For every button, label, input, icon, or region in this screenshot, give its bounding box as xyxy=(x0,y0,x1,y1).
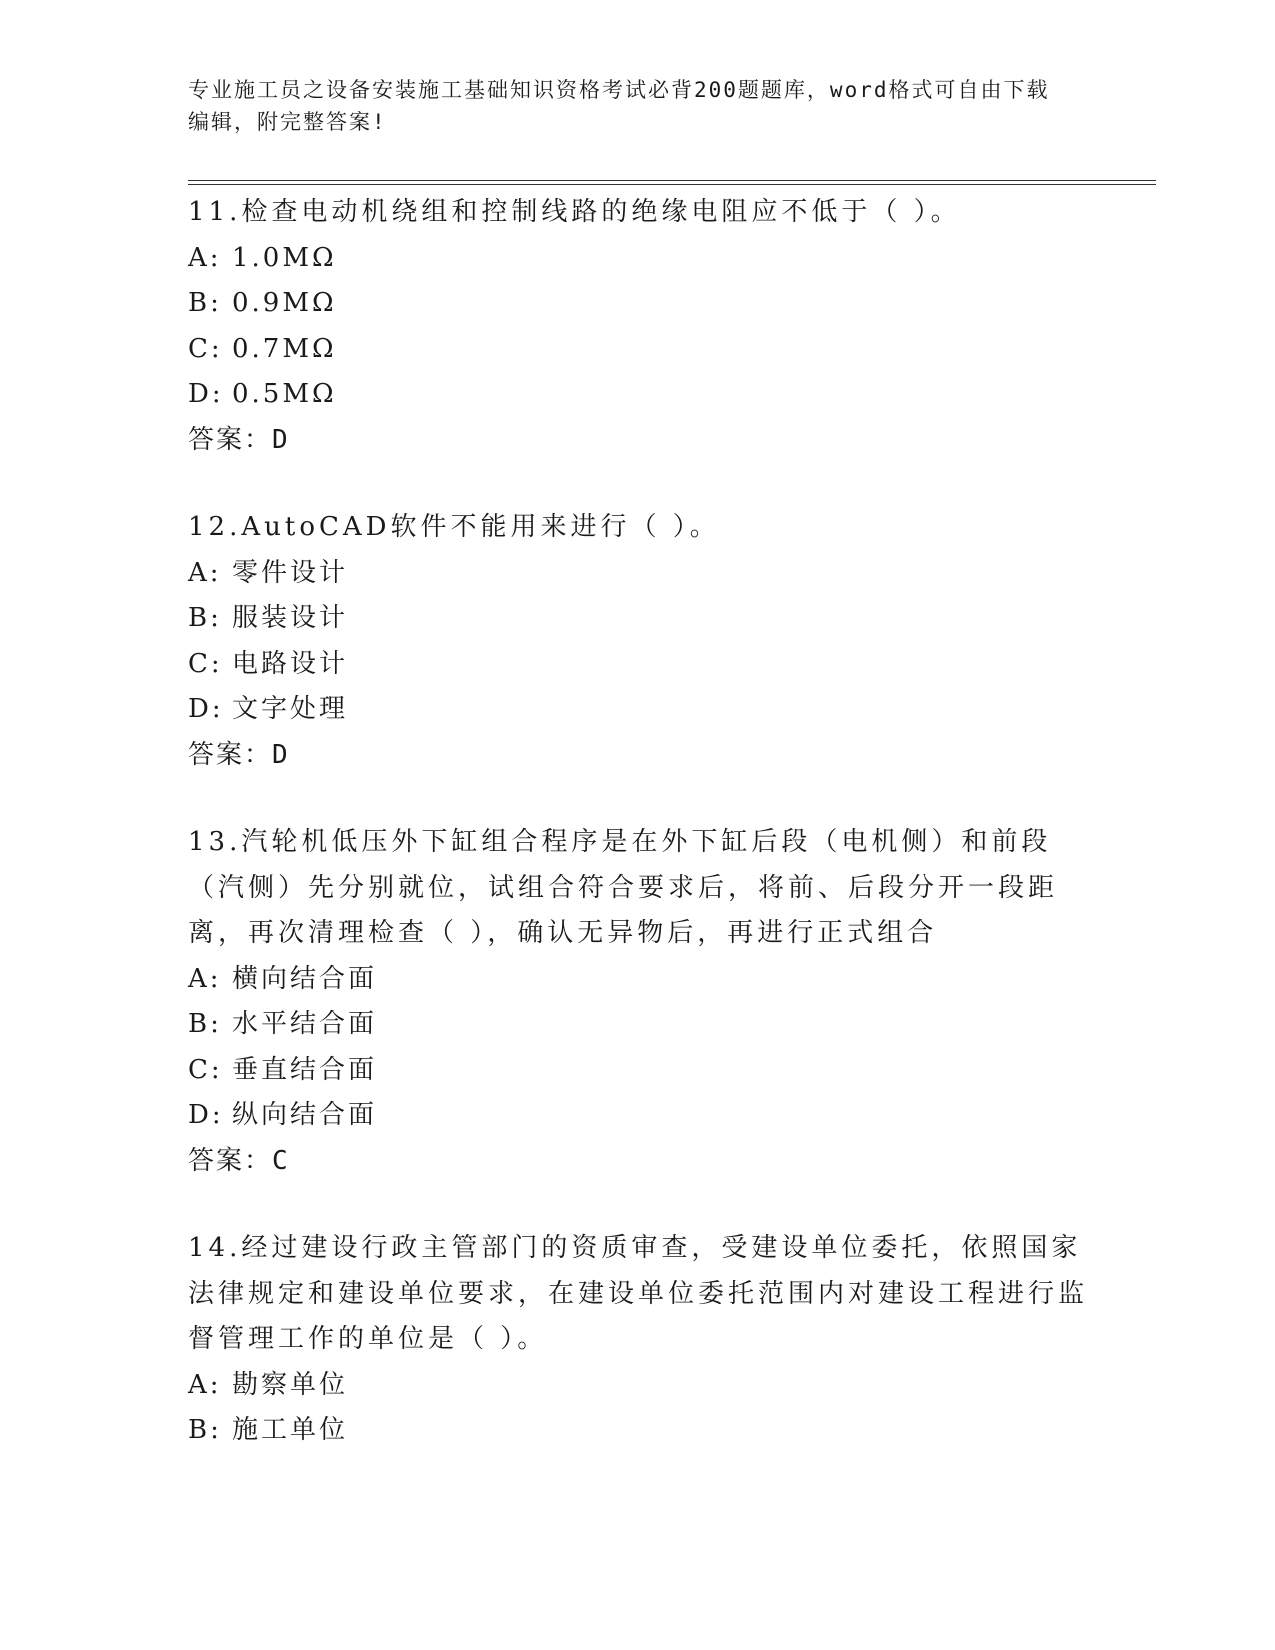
option-c xyxy=(188,327,1088,373)
question-list xyxy=(188,190,1088,1496)
option-b xyxy=(188,596,1088,642)
option-b xyxy=(188,281,1088,327)
option-d xyxy=(188,687,1088,733)
option-a xyxy=(188,551,1088,597)
question-stem: 12.AutoCAD软件不能用来进行（ ）。 xyxy=(188,512,720,542)
option-text: 施工单位 xyxy=(232,1415,349,1445)
option-key: C: xyxy=(188,648,223,679)
option-c xyxy=(188,1048,1088,1094)
option-key: D: xyxy=(188,379,224,409)
option-a xyxy=(188,236,1088,282)
header-divider xyxy=(188,180,1156,185)
answer-line: 答案：D xyxy=(188,739,290,770)
option-text: 勘察单位 xyxy=(232,1369,349,1400)
option-text: 垂直结合面 xyxy=(232,1054,378,1085)
question-item xyxy=(188,505,1088,778)
option-c xyxy=(188,642,1088,688)
option-key: C: xyxy=(188,333,223,364)
option-d xyxy=(188,1093,1088,1139)
question-item xyxy=(188,820,1088,1184)
question-stem: 14.经过建设行政主管部门的资质审查，受建设单位委托，依照国家法律规定和建设单位要求，在建设单位委托范围内对建设工程进行监督管理工作的单位是（ ）。 xyxy=(188,1233,1089,1354)
option-text: 文字处理 xyxy=(232,694,349,724)
question-stem: 13.汽轮机低压外下缸组合程序是在外下缸后段（电机侧）和前段（汽侧）先分别就位，试组合符合要求后，将前、后段分开一段距离，再次清理检查（ ），确认无异物后，再进行正式组合 xyxy=(188,827,1059,948)
option-key: B: xyxy=(188,288,222,318)
option-text: 零件设计 xyxy=(232,557,349,588)
option-key: B: xyxy=(188,603,222,633)
option-b xyxy=(188,1002,1088,1048)
option-key: D: xyxy=(188,1100,224,1130)
option-text: 服装设计 xyxy=(232,603,349,633)
option-text: 0.9MΩ xyxy=(232,288,337,318)
option-key: A: xyxy=(188,242,222,273)
option-text: 水平结合面 xyxy=(232,1009,378,1039)
option-key: A: xyxy=(188,557,222,588)
option-text: 0.5MΩ xyxy=(232,379,337,409)
option-text: 1.0MΩ xyxy=(232,242,337,273)
option-a xyxy=(188,1363,1088,1409)
option-text: 纵向结合面 xyxy=(232,1100,378,1130)
question-item xyxy=(188,1226,1088,1454)
document-header: 专业施工员之设备安装施工基础知识资格考试必背200题题库，word格式可自由下载编辑，附完整答案! xyxy=(188,78,1050,134)
option-key: A: xyxy=(188,1369,222,1400)
option-key: A: xyxy=(188,963,222,994)
option-text: 电路设计 xyxy=(232,648,349,679)
option-d xyxy=(188,372,1088,418)
answer-line: 答案：D xyxy=(188,424,290,455)
answer-line: 答案：C xyxy=(188,1145,290,1176)
option-b xyxy=(188,1408,1088,1454)
option-key: D: xyxy=(188,694,224,724)
question-item xyxy=(188,190,1088,463)
option-a xyxy=(188,957,1088,1003)
option-key: B: xyxy=(188,1415,222,1445)
option-key: C: xyxy=(188,1054,223,1085)
question-stem: 11.检查电动机绕组和控制线路的绝缘电阻应不低于（ ）。 xyxy=(188,197,961,227)
option-text: 横向结合面 xyxy=(232,963,378,994)
option-key: B: xyxy=(188,1009,222,1039)
option-text: 0.7MΩ xyxy=(232,333,337,364)
